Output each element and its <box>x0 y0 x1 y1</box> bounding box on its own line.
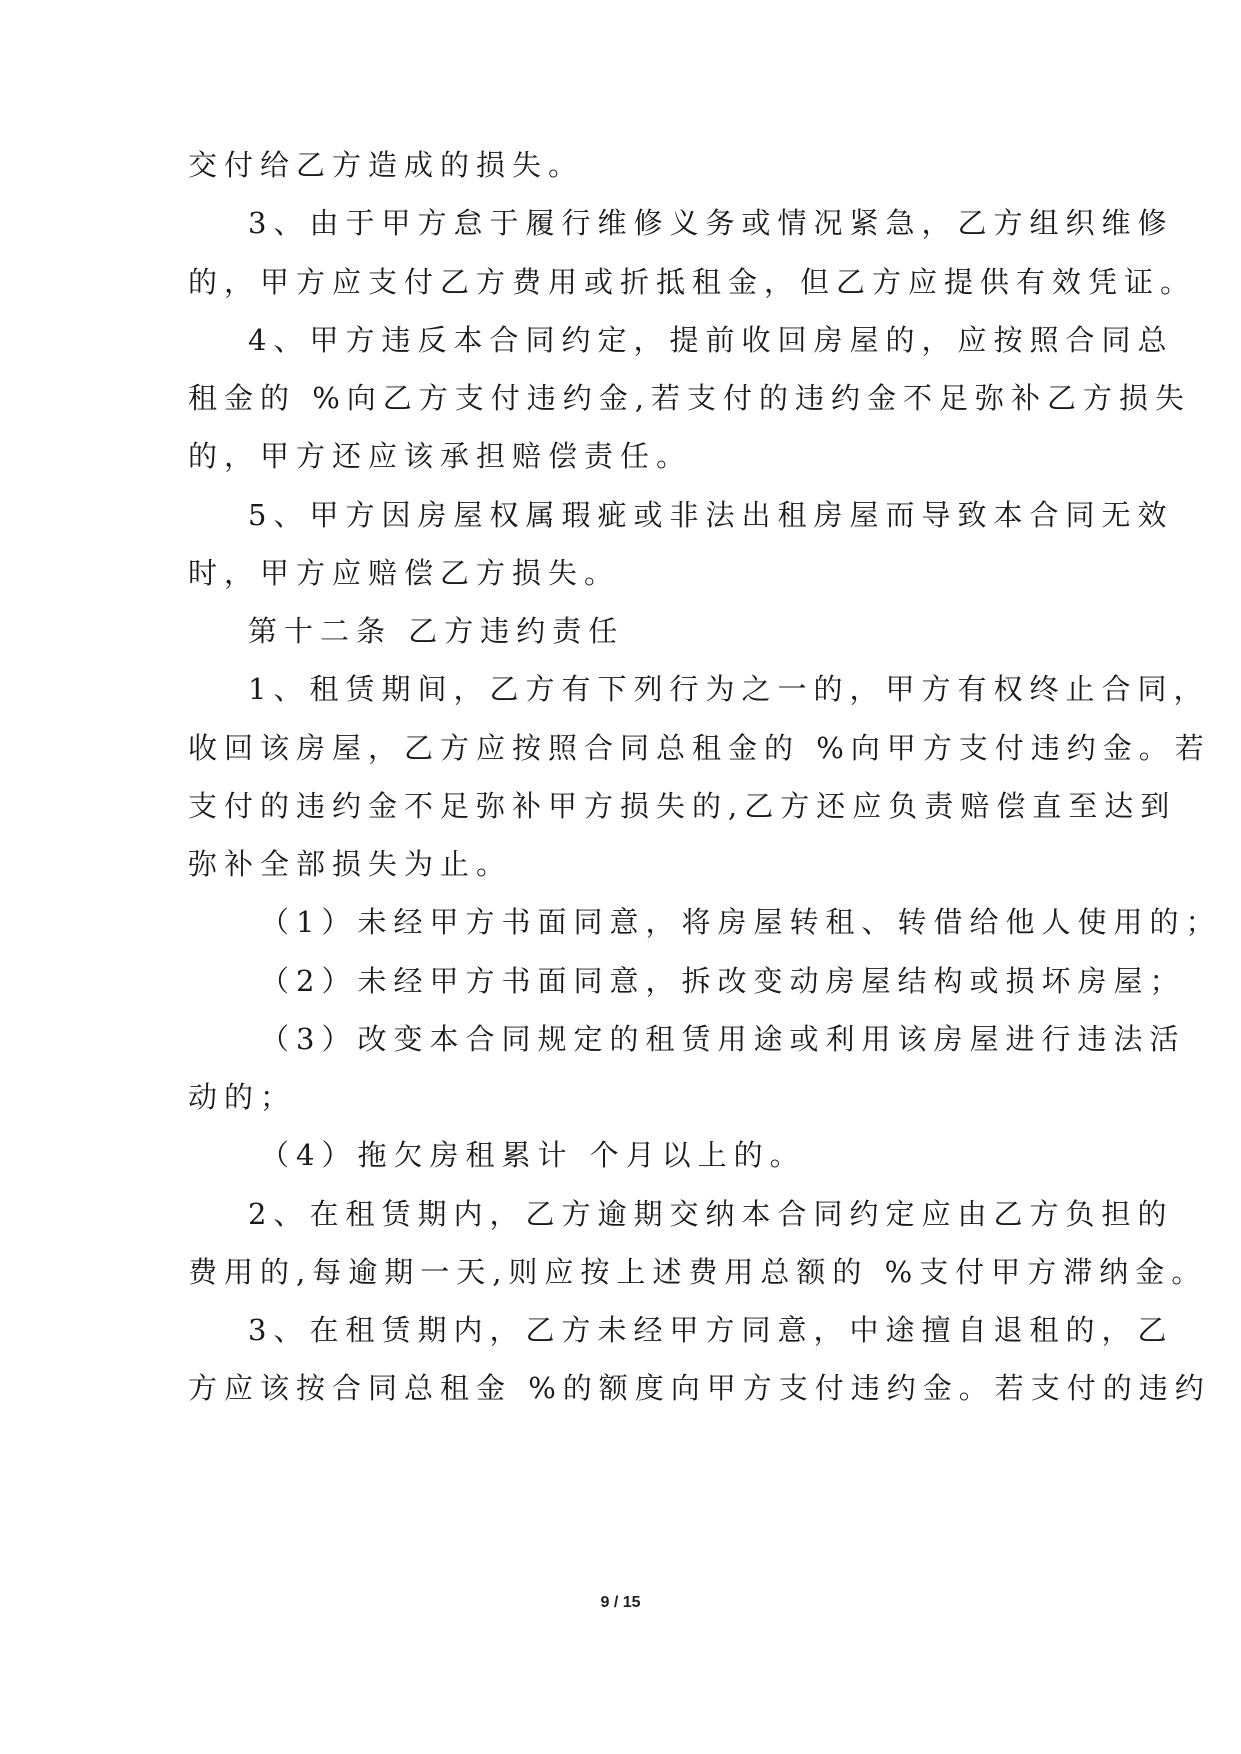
text-line: 的，甲方应支付乙方费用或折抵租金，但乙方应提供有效凭证。 <box>188 265 1197 299</box>
paragraph-2-line: 2、在租赁期内，乙方逾期交纳本合同约定应由乙方负担的 <box>248 1197 1174 1231</box>
paragraph-1-line: 1、租赁期间，乙方有下列行为之一的，甲方有权终止合同， <box>248 672 1210 706</box>
list-item-2: （2）未经甲方书面同意，拆改变动房屋结构或损坏房屋； <box>260 964 1186 998</box>
list-item-4: （4）拖欠房租累计 个月以上的。 <box>260 1138 806 1172</box>
text-line: 弥补全部损失为止。 <box>188 847 513 881</box>
list-item-1: （1）未经甲方书面同意，将房屋转租、转借给他人使用的； <box>260 905 1222 939</box>
text-line: 支付的违约金不足弥补甲方损失的,乙方还应负责赔偿直至达到 <box>188 789 1177 823</box>
paragraph-5-line: 5、甲方因房屋权属瑕疵或非法出租房屋而导致本合同无效 <box>248 498 1174 532</box>
page-number: 9 / 15 <box>600 1594 641 1611</box>
paragraph-3-line: 3、由于甲方怠于履行维修义务或情况紧急，乙方组织维修 <box>248 206 1174 240</box>
text-line: 租金的 %向乙方支付违约金,若支付的违约金不足弥补乙方损失 <box>188 381 1191 415</box>
list-item-3: （3）改变本合同规定的租赁用途或利用该房屋进行违法活 <box>260 1022 1186 1056</box>
text-line: 收回该房屋，乙方应按照合同总租金的 %向甲方支付违约金。若 <box>188 731 1211 765</box>
text-line: 交付给乙方造成的损失。 <box>188 148 585 182</box>
text-line: 费用的,每逾期一天,则应按上述费用总额的 %支付甲方滞纳金。 <box>188 1255 1208 1289</box>
paragraph-4-line: 4、甲方违反本合同约定，提前收回房屋的，应按照合同总 <box>248 323 1174 357</box>
text-line: 时，甲方应赔偿乙方损失。 <box>188 556 621 590</box>
text-line: 动的； <box>188 1080 297 1114</box>
article-heading: 第十二条 乙方违约责任 <box>248 614 625 648</box>
text-line: 方应该按合同总租金 %的额度向甲方支付违约金。若支付的违约 <box>188 1371 1211 1405</box>
paragraph-3b-line: 3、在租赁期内，乙方未经甲方同意，中途擅自退租的，乙 <box>248 1313 1174 1347</box>
text-line: 的，甲方还应该承担赔偿责任。 <box>188 439 693 473</box>
